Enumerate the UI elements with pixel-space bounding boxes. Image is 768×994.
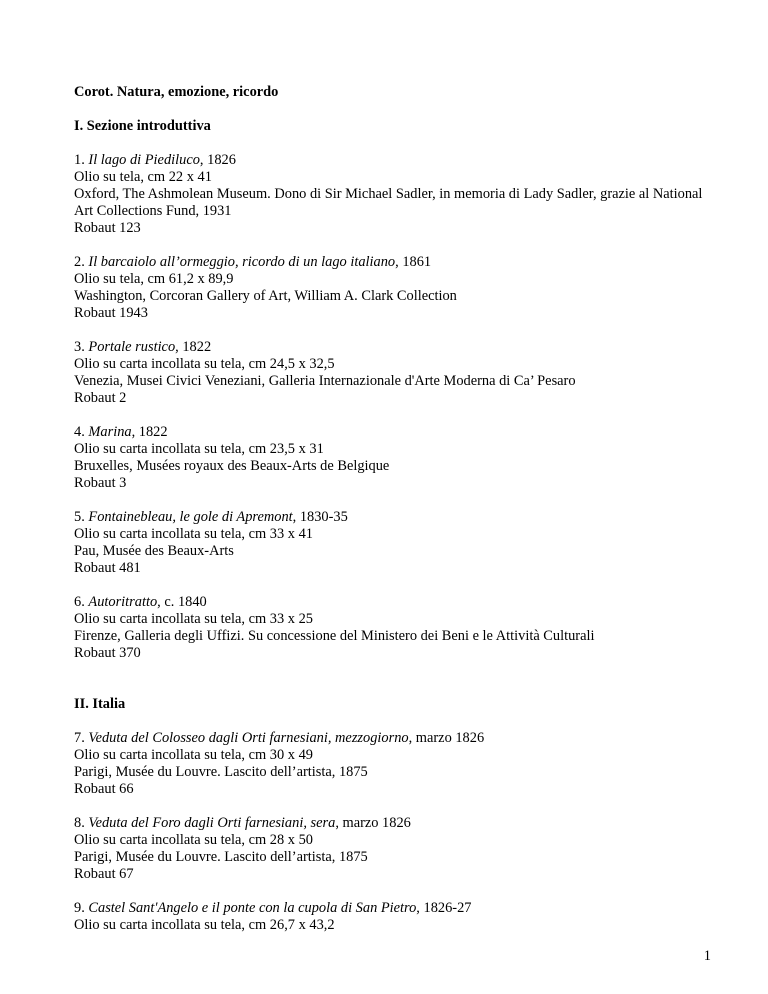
entry-catalog-ref: Robaut 123 (74, 220, 141, 236)
entry-date: , 1822 (175, 339, 212, 355)
entry-date: , marzo 1826 (408, 730, 485, 746)
entry-heading (74, 152, 714, 169)
sections-container (74, 118, 714, 934)
entry-title: Veduta del Colosseo dagli Orti farnesiani, mezzogiorno (88, 730, 409, 746)
catalog-entry (74, 254, 714, 322)
entry-location: Pau, Musée des Beaux-Arts (74, 543, 234, 559)
entry-catalog-ref: Robaut 370 (74, 645, 141, 661)
entry-heading (74, 339, 714, 356)
entry-catalog-ref: Robaut 481 (74, 560, 141, 576)
entry-date: , 1826-27 (416, 900, 472, 916)
entry-title: Veduta del Foro dagli Orti farnesiani, sera (88, 815, 336, 831)
entry-title: Castel Sant'Angelo e il ponte con la cupola di San Pietro (88, 900, 417, 916)
catalog-entry (74, 424, 714, 492)
entry-heading (74, 509, 714, 526)
entry-location: Washington, Corcoran Gallery of Art, William A. Clark Collection (74, 288, 457, 304)
entry-date: , 1826 (199, 152, 236, 168)
catalog-entry (74, 900, 714, 934)
entry-catalog-ref: Robaut 2 (74, 390, 127, 406)
entry-number: 8. (74, 815, 85, 831)
entry-heading (74, 730, 714, 747)
entry-catalog-ref: Robaut 3 (74, 475, 127, 491)
entry-heading (74, 900, 714, 917)
entry-title: Portale rustico (88, 339, 176, 355)
entry-date: , 1822 (131, 424, 168, 440)
catalog-entry (74, 339, 714, 407)
section-spacer (74, 679, 714, 696)
entry-date: , marzo 1826 (335, 815, 411, 831)
page-number: 1 (703, 948, 711, 964)
catalog-entry (74, 152, 714, 237)
entry-technique: Olio su tela, cm 22 x 41 (74, 169, 212, 185)
entry-title: Il barcaiolo all’ormeggio, ricordo di un lago italiano (88, 254, 396, 270)
entry-number: 7. (74, 730, 85, 746)
entry-date: , 1861 (395, 254, 432, 270)
entry-heading (74, 594, 714, 611)
entry-date: , c. 1840 (157, 594, 207, 610)
entry-technique: Olio su tela, cm 61,2 x 89,9 (74, 271, 234, 287)
entry-title: Autoritratto (88, 594, 158, 610)
entry-number: 4. (74, 424, 85, 440)
section-title: I. Sezione introduttiva (74, 118, 211, 134)
entry-number: 3. (74, 339, 85, 355)
entry-location: Oxford, The Ashmolean Museum. Dono di Sir Michael Sadler, in memoria di Lady Sadler, grazie al National Art Collections Fund, 1931 (74, 186, 703, 219)
entry-technique: Olio su carta incollata su tela, cm 26,7 x 43,2 (74, 917, 335, 933)
entry-date: , 1830-35 (292, 509, 348, 525)
entry-number: 9. (74, 900, 85, 916)
entry-catalog-ref: Robaut 67 (74, 866, 134, 882)
entry-title: Il lago di Piediluco (88, 152, 200, 168)
entry-number: 6. (74, 594, 85, 610)
section-title: II. Italia (74, 696, 126, 712)
entry-location: Firenze, Galleria degli Uffizi. Su concessione del Ministero dei Beni e le Attività Culturali (74, 628, 595, 644)
document-title: Corot. Natura, emozione, ricordo (74, 84, 279, 100)
entry-heading (74, 815, 714, 832)
entry-catalog-ref: Robaut 1943 (74, 305, 148, 321)
entry-catalog-ref: Robaut 66 (74, 781, 134, 797)
catalog-entry (74, 730, 714, 798)
catalog-entry (74, 509, 714, 577)
entry-location: Parigi, Musée du Louvre. Lascito dell’artista, 1875 (74, 764, 368, 780)
catalog-entry (74, 815, 714, 883)
document-page (74, 84, 714, 951)
catalog-entry (74, 594, 714, 662)
entry-technique: Olio su carta incollata su tela, cm 33 x 41 (74, 526, 313, 542)
entry-technique: Olio su carta incollata su tela, cm 33 x 25 (74, 611, 313, 627)
entry-number: 5. (74, 509, 85, 525)
entry-heading (74, 424, 714, 441)
entry-technique: Olio su carta incollata su tela, cm 23,5 x 31 (74, 441, 324, 457)
entry-title: Fontainebleau, le gole di Apremont (88, 509, 293, 525)
entry-location: Bruxelles, Musées royaux des Beaux-Arts de Belgique (74, 458, 390, 474)
entry-number: 1. (74, 152, 85, 168)
entry-location: Parigi, Musée du Louvre. Lascito dell’artista, 1875 (74, 849, 368, 865)
entry-technique: Olio su carta incollata su tela, cm 24,5 x 32,5 (74, 356, 335, 372)
entry-location: Venezia, Musei Civici Veneziani, Galleria Internazionale d'Arte Moderna di Ca’ Pesaro (74, 373, 576, 389)
entry-number: 2. (74, 254, 85, 270)
entry-technique: Olio su carta incollata su tela, cm 30 x 49 (74, 747, 313, 763)
entry-technique: Olio su carta incollata su tela, cm 28 x 50 (74, 832, 313, 848)
entry-heading (74, 254, 714, 271)
entry-title: Marina (88, 424, 132, 440)
